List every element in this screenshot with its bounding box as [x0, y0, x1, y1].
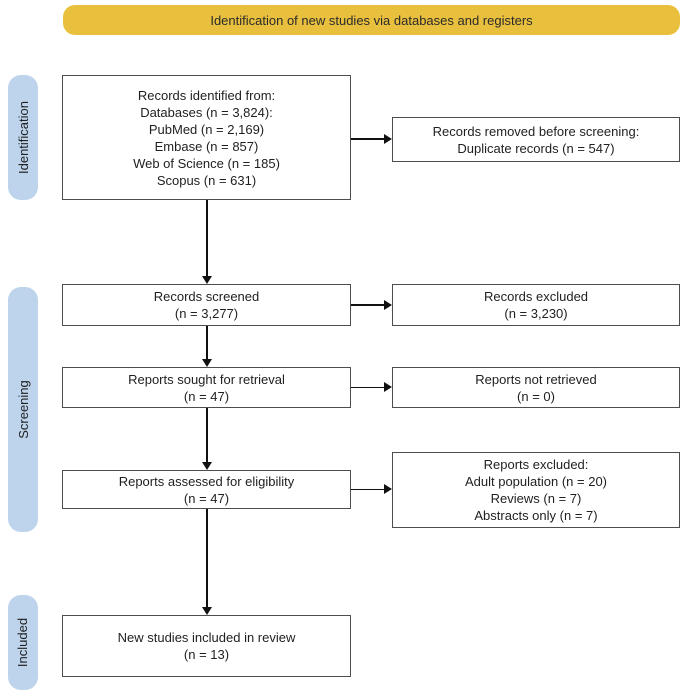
stage-included-text: Included	[15, 617, 31, 668]
arrow-identified-to-removed-head-icon	[384, 134, 392, 144]
box-line: Adult population (n = 20)	[464, 474, 608, 489]
box-line: Web of Science (n = 185)	[133, 155, 280, 171]
box-line: Records excluded	[483, 289, 589, 304]
box-line: Databases (n = 3,824):	[140, 104, 273, 120]
box-new-studies-included	[62, 615, 351, 677]
box-line: Records identified from:	[137, 87, 276, 103]
box-line: (n = 3,230)	[504, 306, 568, 321]
box-records-excluded	[392, 284, 680, 326]
box-line: Embase (n = 857)	[154, 138, 259, 154]
box-line: Records screened	[153, 289, 260, 304]
arrow-screened-to-excluded-head-icon	[384, 300, 392, 310]
box-line: (n = 3,277)	[174, 306, 239, 321]
arrow-assessed-to-reports-excluded-line	[351, 489, 384, 491]
box-line: Reviews (n = 7)	[490, 491, 582, 506]
arrow-sought-to-assessed-line	[206, 408, 208, 462]
stage-screening-text: Screening	[15, 380, 31, 439]
box-line: Records removed before screening:	[432, 123, 640, 139]
arrow-assessed-to-included-line	[206, 509, 208, 607]
box-line: Reports assessed for eligibility	[118, 473, 295, 489]
box-reports-not-retrieved	[392, 367, 680, 408]
arrow-assessed-to-reports-excluded-head-icon	[384, 484, 392, 494]
box-line: New studies included in review	[117, 630, 296, 645]
arrow-screened-to-sought-line	[206, 326, 208, 359]
box-line: Duplicate records (n = 547)	[457, 140, 615, 156]
arrow-sought-to-not-retrieved-line	[351, 387, 384, 389]
arrow-assessed-to-included-head-icon	[202, 607, 212, 615]
arrow-screened-to-sought-head-icon	[202, 359, 212, 367]
arrow-identified-to-removed-line	[351, 138, 384, 140]
box-line: (n = 0)	[517, 388, 555, 404]
box-line: (n = 13)	[183, 647, 230, 662]
stage-label-included	[8, 595, 38, 690]
box-reports-excluded	[392, 452, 680, 528]
stage-identification-text: Identification	[15, 101, 31, 174]
stage-label-identification	[8, 75, 38, 200]
box-line: (n = 47)	[183, 490, 230, 506]
box-records-identified	[62, 75, 351, 200]
arrow-sought-to-assessed-head-icon	[202, 462, 212, 470]
arrow-screened-to-excluded-line	[351, 304, 384, 306]
box-line: Reports not retrieved	[475, 371, 597, 387]
box-records-screened	[62, 284, 351, 326]
box-line: Reports excluded:	[483, 457, 589, 472]
banner	[63, 5, 680, 35]
box-line: Abstracts only (n = 7)	[474, 508, 598, 523]
box-reports-assessed	[62, 470, 351, 509]
box-line: Reports sought for retrieval	[128, 371, 285, 387]
arrow-identified-to-screened-line	[206, 200, 208, 276]
box-line: PubMed (n = 2,169)	[148, 121, 265, 137]
arrow-sought-to-not-retrieved-head-icon	[384, 382, 392, 392]
box-line: Scopus (n = 631)	[156, 172, 257, 188]
arrow-identified-to-screened-head-icon	[202, 276, 212, 284]
box-line: (n = 47)	[183, 388, 230, 404]
banner-label: Identification of new studies via databases and registers	[210, 12, 533, 28]
stage-label-screening	[8, 287, 38, 532]
box-records-removed	[392, 117, 680, 162]
box-reports-sought	[62, 367, 351, 408]
